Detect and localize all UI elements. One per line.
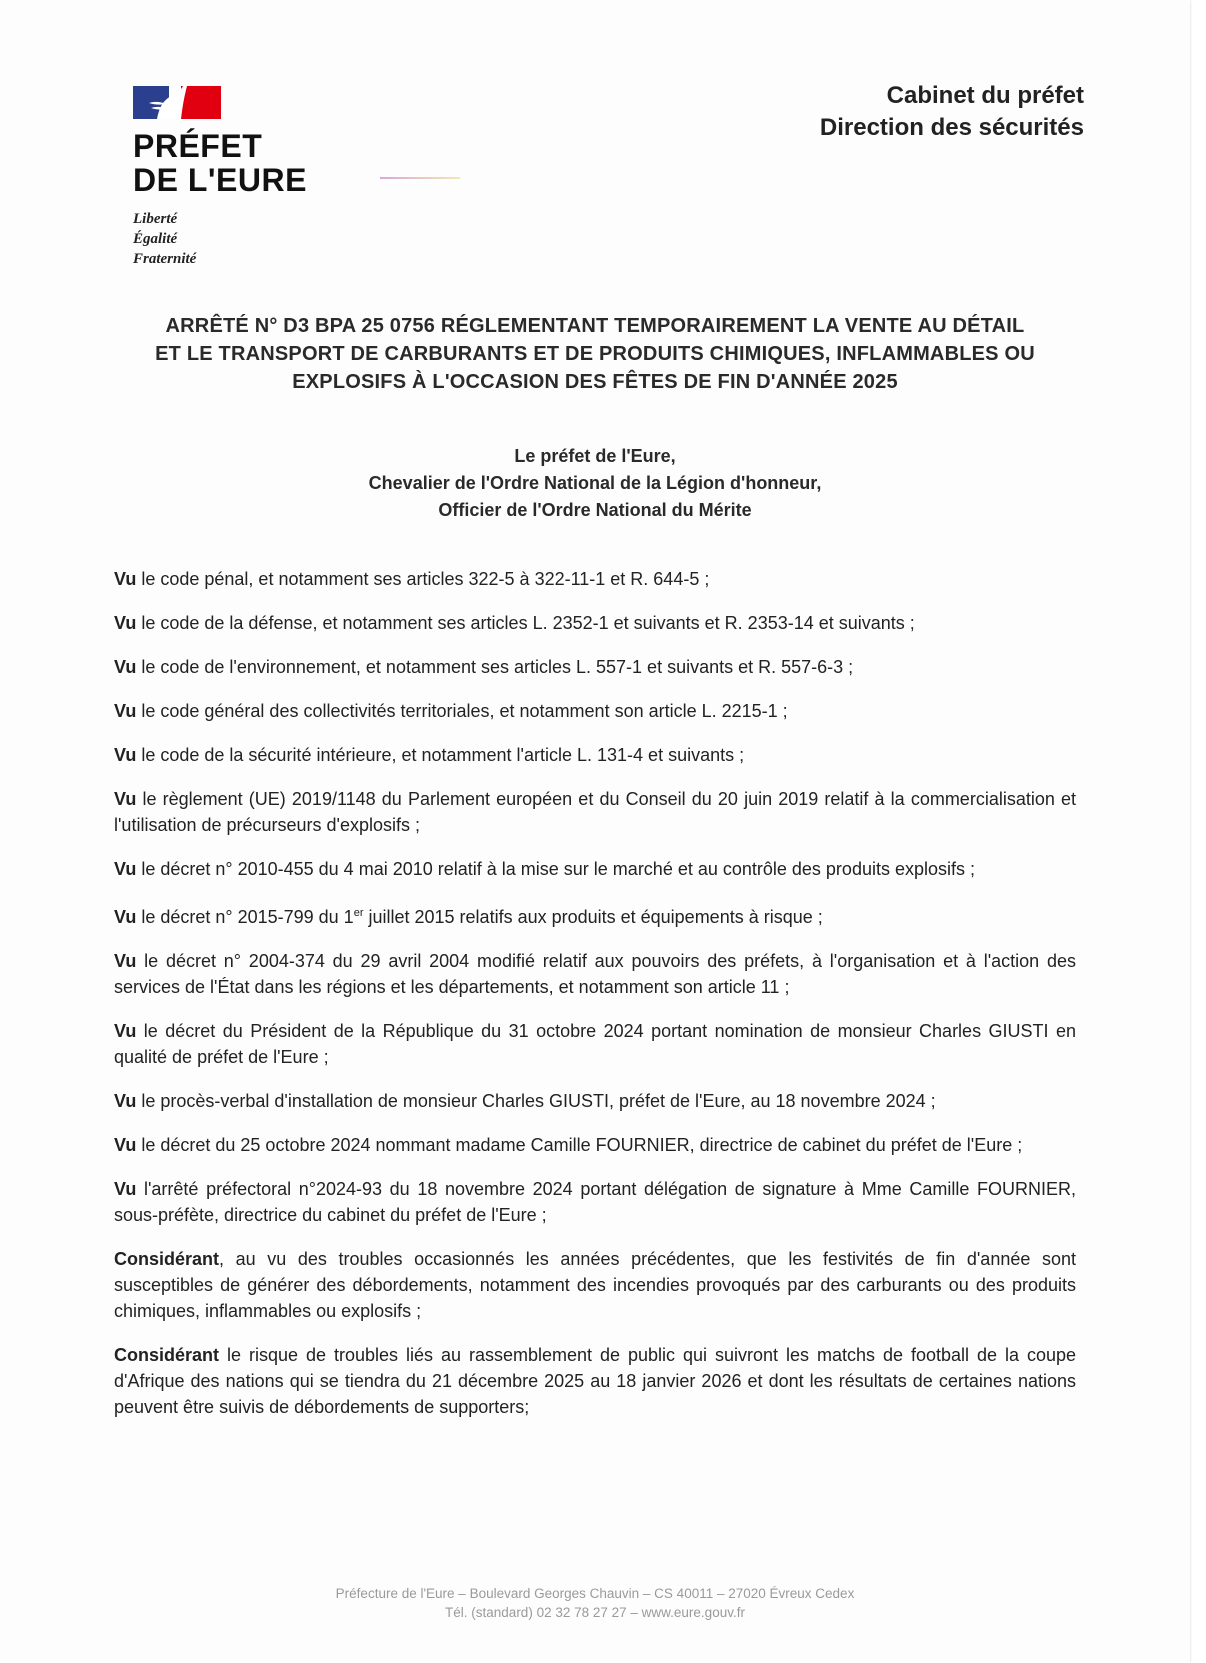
service-line-2: Direction des sécurités bbox=[819, 114, 1084, 141]
visa-keyword: Vu bbox=[114, 613, 137, 633]
visa-text: le décret n° 2010-455 du 4 mai 2010 relatif à la mise sur le marché et au contrôle des produits explosifs ; bbox=[136, 859, 975, 879]
visa-text: le règlement (UE) 2019/1148 du Parlement européen et du Conseil du 20 juin 2019 relatif à la commercialisation et l'utilisation de précurseurs d'explosifs ; bbox=[114, 789, 1076, 835]
decree-title bbox=[110, 312, 1080, 396]
visa-text: l'arrêté préfectoral n°2024-93 du 18 novembre 2024 portant délégation de signature à Mme Camille FOURNIER, sous-préfète, directrice du cabinet du préfet de l'Eure ; bbox=[114, 1179, 1076, 1225]
visa-paragraph bbox=[114, 948, 1076, 1000]
prefect-line: Officier de l'Ordre National du Mérite bbox=[438, 500, 752, 520]
visa-text: le décret n° 2004-374 du 29 avril 2004 modifié relatif aux pouvoirs des préfets, à l'organisation et à l'action des services de l'État dans les régions et les départements, et notamment son article 11 ; bbox=[114, 951, 1076, 997]
prefect-titles bbox=[110, 443, 1080, 524]
visa-keyword: Vu bbox=[114, 745, 137, 765]
visa-keyword: Vu bbox=[114, 789, 137, 809]
visa-paragraph bbox=[114, 654, 1076, 680]
decree-body bbox=[114, 566, 1076, 1438]
visa-keyword: Vu bbox=[114, 859, 137, 879]
visa-text: le procès-verbal d'installation de monsieur Charles GIUSTI, préfet de l'Eure, au 18 novembre 2024 ; bbox=[136, 1091, 936, 1111]
visa-paragraph bbox=[114, 786, 1076, 838]
title-line: ARRÊTÉ N° D3 BPA 25 0756 RÉGLEMENTANT TEMPORAIREMENT LA VENTE AU DÉTAIL bbox=[165, 315, 1025, 337]
considerant-paragraph bbox=[114, 1246, 1076, 1324]
service-line-1: Cabinet du préfet bbox=[886, 82, 1084, 109]
title-line: EXPLOSIFS À L'OCCASION DES FÊTES DE FIN D'ANNÉE 2025 bbox=[292, 371, 898, 393]
motto-liberte: Liberté bbox=[133, 211, 178, 227]
visa-text: le code pénal, et notamment ses articles 322-5 à 322-11-1 et R. 644-5 ; bbox=[136, 569, 710, 589]
title-line: ET LE TRANSPORT DE CARBURANTS ET DE PRODUITS CHIMIQUES, INFLAMMABLES OU bbox=[155, 343, 1035, 365]
visa-keyword: Vu bbox=[114, 907, 137, 927]
visa-keyword: Vu bbox=[114, 1091, 137, 1111]
page-footer bbox=[150, 1584, 1040, 1622]
visa-keyword: Vu bbox=[114, 569, 137, 589]
prefect-line: Chevalier de l'Ordre National de la Légion d'honneur, bbox=[368, 473, 822, 493]
visa-paragraph bbox=[114, 1088, 1076, 1114]
prefect-line: Le préfet de l'Eure, bbox=[514, 446, 676, 466]
prefecture-name-line1: PRÉFET bbox=[133, 128, 263, 164]
prefecture-name bbox=[133, 129, 307, 197]
considerant-text: , au vu des troubles occasionnés les années précédentes, que les festivités de fin d'année sont susceptibles de générer des débordements, notamment des incendies provoqués par des carburants ou des produits chimiques, inflammables ou explosifs ; bbox=[114, 1249, 1076, 1321]
visa-paragraph bbox=[114, 900, 1076, 930]
prefecture-logo bbox=[133, 86, 307, 269]
visa-keyword: Vu bbox=[114, 1021, 137, 1041]
visa-keyword: Vu bbox=[114, 1179, 137, 1199]
visa-paragraph bbox=[114, 610, 1076, 636]
visa-text-continued: juillet 2015 relatifs aux produits et équipements à risque ; bbox=[363, 907, 823, 927]
visa-paragraph bbox=[114, 698, 1076, 724]
visa-text: le code de l'environnement, et notamment ses articles L. 557-1 et suivants et R. 557-6-3 ; bbox=[136, 657, 854, 677]
visa-keyword: Vu bbox=[114, 1135, 137, 1155]
superscript-er: er bbox=[353, 907, 364, 919]
visa-paragraph bbox=[114, 856, 1076, 882]
considerant-paragraph bbox=[114, 1342, 1076, 1420]
considerant-keyword: Considérant bbox=[114, 1249, 220, 1269]
visa-text: le code général des collectivités territoriales, et notamment son article L. 2215-1 ; bbox=[136, 701, 788, 721]
visa-text: le décret n° 2015-799 du 1 bbox=[136, 907, 354, 927]
visa-paragraph bbox=[114, 742, 1076, 768]
motto-fraternite: Fraternité bbox=[133, 251, 197, 267]
visa-paragraph bbox=[114, 1132, 1076, 1158]
decorative-line bbox=[380, 177, 460, 179]
footer-address: Préfecture de l'Eure – Boulevard Georges Chauvin – CS 40011 – 27020 Évreux Cedex bbox=[335, 1586, 855, 1601]
visa-keyword: Vu bbox=[114, 701, 137, 721]
visa-keyword: Vu bbox=[114, 657, 137, 677]
service-header bbox=[820, 80, 1084, 144]
considerant-keyword: Considérant bbox=[114, 1345, 220, 1365]
considerant-text: le risque de troubles liés au rassemblement de public qui suivront les matchs de football de la coupe d'Afrique des nations qui se tiendra du 21 décembre 2025 au 18 janvier 2026 et dont les résultats de certaines nations peuvent être suivis de débordements de supporters; bbox=[114, 1345, 1076, 1417]
visa-paragraph bbox=[114, 566, 1076, 592]
visa-keyword: Vu bbox=[114, 951, 137, 971]
republic-motto bbox=[133, 209, 307, 269]
visa-text: le code de la défense, et notamment ses articles L. 2352-1 et suivants et R. 2353-14 et suivants ; bbox=[136, 613, 915, 633]
visa-text: le décret du Président de la République du 31 octobre 2024 portant nomination de monsieur Charles GIUSTI en qualité de préfet de l'Eure ; bbox=[114, 1021, 1076, 1067]
visa-text: le décret du 25 octobre 2024 nommant madame Camille FOURNIER, directrice de cabinet du préfet de l'Eure ; bbox=[136, 1135, 1023, 1155]
visa-paragraph bbox=[114, 1018, 1076, 1070]
visa-text: le code de la sécurité intérieure, et notamment l'article L. 131-4 et suivants ; bbox=[136, 745, 745, 765]
marianne-flag-icon bbox=[133, 86, 221, 119]
motto-egalite: Égalité bbox=[133, 231, 178, 247]
visa-paragraph bbox=[114, 1176, 1076, 1228]
prefecture-name-line2: DE L'EURE bbox=[133, 162, 307, 198]
footer-contact: Tél. (standard) 02 32 78 27 27 – www.eure.gouv.fr bbox=[445, 1605, 745, 1620]
